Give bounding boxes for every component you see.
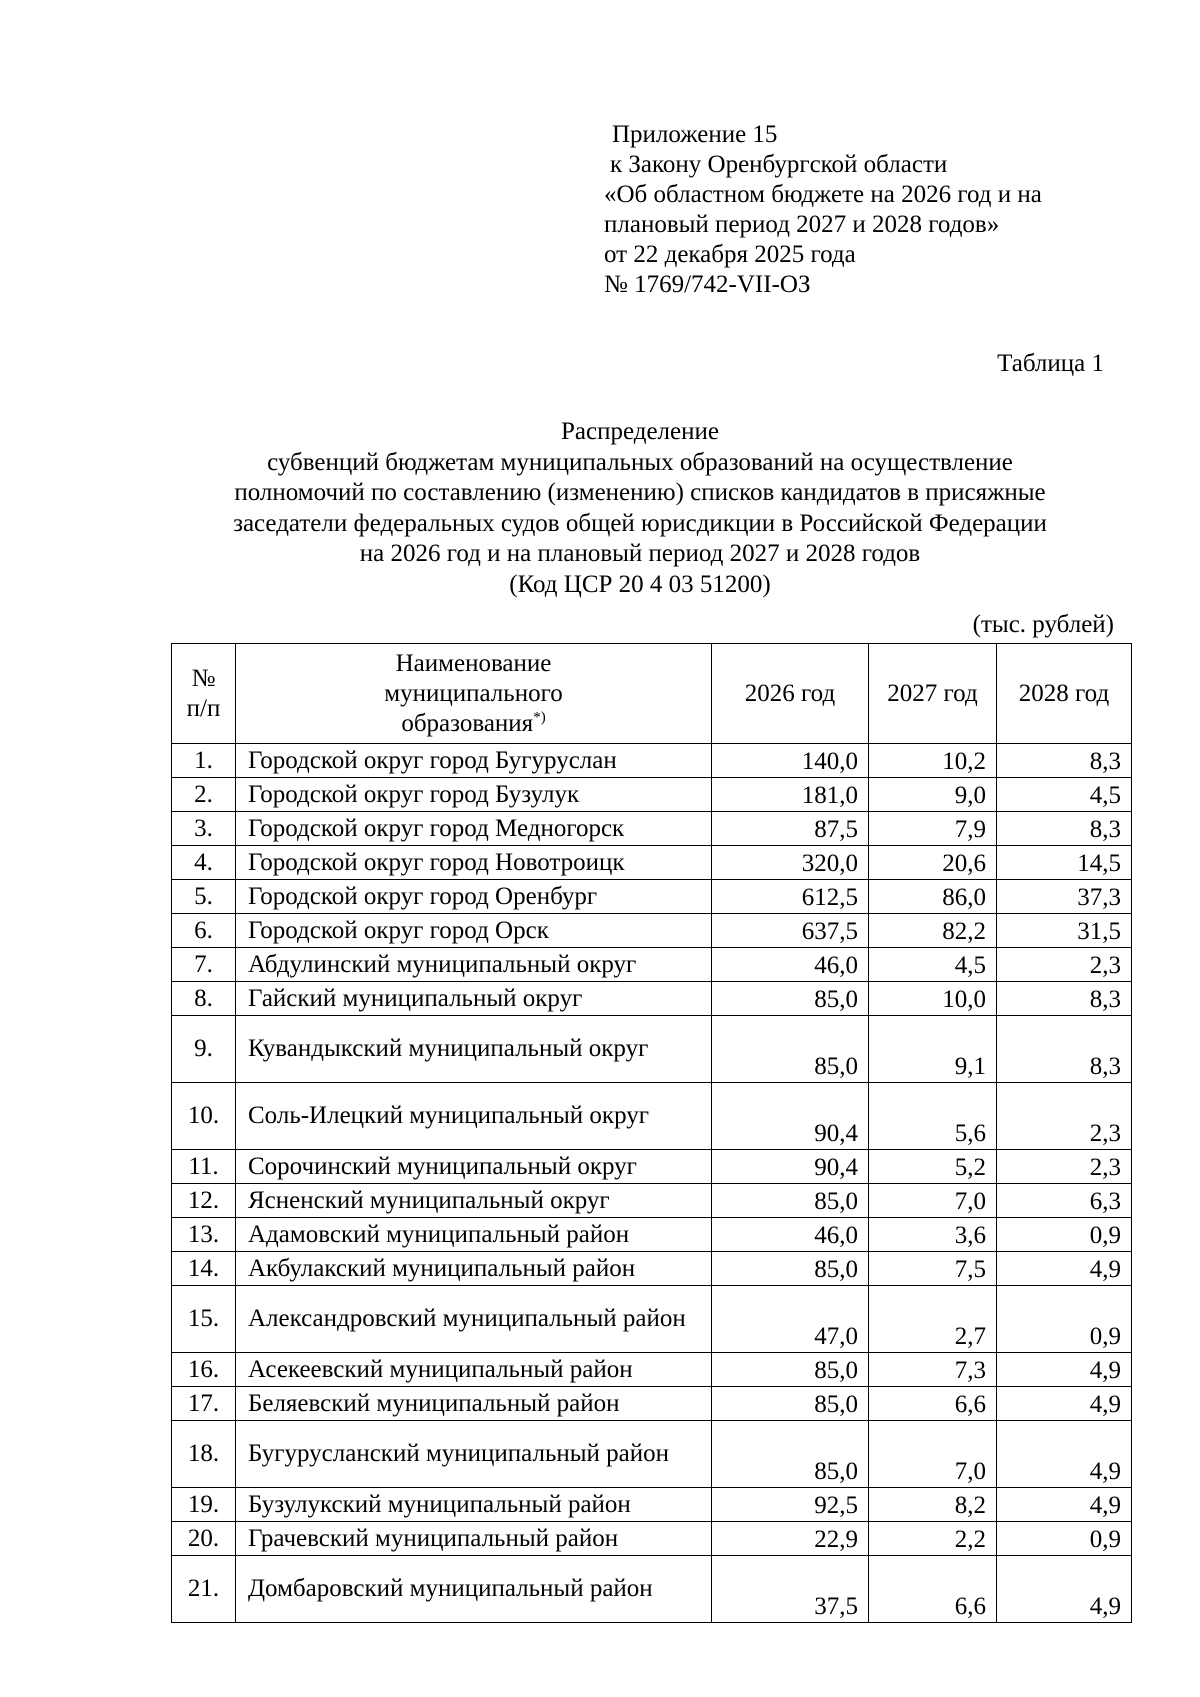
row-number: 19. [172,1488,236,1522]
table-row [172,982,1132,1016]
value-2027: 9,1 [869,1016,997,1083]
municipality-name: Александровский муниципальный район [236,1286,712,1353]
table-row [172,1016,1132,1083]
value-2027: 20,6 [869,846,997,880]
document-heading [150,417,1130,600]
heading-line: заседатели федеральных судов общей юрисдикции в Российской Федерации [233,509,1047,537]
value-2027: 10,0 [869,982,997,1016]
value-2028: 0,9 [997,1522,1132,1556]
table-row [172,948,1132,982]
row-number: 13. [172,1218,236,1252]
table-row [172,1488,1132,1522]
municipality-name: Городской округ город Орск [236,914,712,948]
value-2026: 85,0 [712,1184,869,1218]
value-2026: 92,5 [712,1488,869,1522]
header-2027: 2027 год [869,644,997,744]
heading-line: полномочий по составлению (изменению) списков кандидатов в присяжные [234,479,1046,506]
value-2028: 8,3 [997,1016,1132,1083]
municipality-name: Городской округ город Бугуруслан [236,744,712,778]
municipality-name: Акбулакский муниципальный район [236,1252,712,1286]
municipality-name: Городской округ город Медногорск [236,812,712,846]
municipality-name: Городской округ город Бузулук [236,778,712,812]
row-number: 15. [172,1286,236,1353]
appendix-line: «Об областном бюджете на 2026 год и на [604,181,1042,208]
table-row [172,1387,1132,1421]
table-row [172,1184,1132,1218]
table-row [172,1252,1132,1286]
municipality-name: Адамовский муниципальный район [236,1218,712,1252]
table-row [172,1150,1132,1184]
value-2027: 5,2 [869,1150,997,1184]
municipality-name: Домбаровский муниципальный район [236,1556,712,1623]
header-number: № п/п [172,644,236,744]
units-label: (тыс. рублей) [972,611,1114,638]
value-2026: 90,4 [712,1150,869,1184]
table-row [172,1522,1132,1556]
value-2026: 22,9 [712,1522,869,1556]
heading-line: на 2026 год и на плановый период 2027 и 2028 годов [359,540,921,567]
row-number: 18. [172,1421,236,1488]
value-2028: 4,9 [997,1252,1132,1286]
row-number: 6. [172,914,236,948]
row-number: 5. [172,880,236,914]
value-2027: 3,6 [869,1218,997,1252]
value-2028: 8,3 [997,812,1132,846]
table-row [172,1286,1132,1353]
municipality-name: Городской округ город Оренбург [236,880,712,914]
value-2028: 4,9 [997,1421,1132,1488]
value-2027: 10,2 [869,744,997,778]
municipality-name: Беляевский муниципальный район [236,1387,712,1421]
municipality-name: Асекеевский муниципальный район [236,1353,712,1387]
value-2028: 31,5 [997,914,1132,948]
value-2028: 0,9 [997,1286,1132,1353]
footnote-marker: *) [533,709,546,726]
value-2026: 320,0 [712,846,869,880]
row-number: 8. [172,982,236,1016]
value-2027: 9,0 [869,778,997,812]
row-number: 17. [172,1387,236,1421]
value-2028: 37,3 [997,880,1132,914]
municipality-name: Сорочинский муниципальный округ [236,1150,712,1184]
value-2027: 82,2 [869,914,997,948]
appendix-line: от 22 декабря 2025 года [604,241,856,268]
municipality-name: Грачевский муниципальный район [236,1522,712,1556]
table-row [172,744,1132,778]
value-2027: 2,2 [869,1522,997,1556]
table-body [172,744,1132,1623]
header-2026: 2026 год [712,644,869,744]
municipality-name: Бугурусланский муниципальный район [236,1421,712,1488]
row-number: 11. [172,1150,236,1184]
appendix-line: Приложение 15 [612,121,778,148]
value-2027: 7,3 [869,1353,997,1387]
appendix-line: к Закону Оренбургской области [610,151,948,178]
value-2026: 85,0 [712,1387,869,1421]
table-row [172,1556,1132,1623]
row-number: 1. [172,744,236,778]
municipality-name: Бузулукский муниципальный район [236,1488,712,1522]
row-number: 21. [172,1556,236,1623]
municipality-name: Городской округ город Новотроицк [236,846,712,880]
value-2028: 14,5 [997,846,1132,880]
value-2026: 46,0 [712,1218,869,1252]
municipality-name: Ясненский муниципальный округ [236,1184,712,1218]
value-2028: 2,3 [997,1083,1132,1150]
row-number: 12. [172,1184,236,1218]
value-2026: 85,0 [712,1421,869,1488]
table-label: Таблица 1 [997,350,1104,377]
value-2026: 87,5 [712,812,869,846]
municipality-name: Кувандыкский муниципальный округ [236,1016,712,1083]
row-number: 3. [172,812,236,846]
value-2027: 86,0 [869,880,997,914]
value-2027: 5,6 [869,1083,997,1150]
row-number: 2. [172,778,236,812]
value-2026: 47,0 [712,1286,869,1353]
subvention-table [171,643,1132,1623]
municipality-name: Соль-Илецкий муниципальный округ [236,1083,712,1150]
value-2027: 7,9 [869,812,997,846]
row-number: 7. [172,948,236,982]
table-row [172,914,1132,948]
row-number: 9. [172,1016,236,1083]
row-number: 10. [172,1083,236,1150]
value-2028: 4,9 [997,1488,1132,1522]
municipality-name: Гайский муниципальный округ [236,982,712,1016]
value-2026: 85,0 [712,982,869,1016]
appendix-block [604,120,1124,300]
table-row [172,1353,1132,1387]
table-row [172,846,1132,880]
value-2026: 37,5 [712,1556,869,1623]
value-2027: 7,5 [869,1252,997,1286]
value-2028: 0,9 [997,1218,1132,1252]
value-2028: 2,3 [997,1150,1132,1184]
table-header-row [172,644,1132,744]
value-2026: 85,0 [712,1016,869,1083]
heading-line: (Код ЦСР 20 4 03 51200) [509,570,771,598]
value-2026: 90,4 [712,1083,869,1150]
row-number: 20. [172,1522,236,1556]
value-2027: 2,7 [869,1286,997,1353]
appendix-line: плановый период 2027 и 2028 годов» [604,211,1000,238]
value-2027: 8,2 [869,1488,997,1522]
row-number: 16. [172,1353,236,1387]
value-2028: 2,3 [997,948,1132,982]
value-2027: 6,6 [869,1556,997,1623]
value-2026: 46,0 [712,948,869,982]
table-row [172,1421,1132,1488]
row-number: 4. [172,846,236,880]
table-row [172,778,1132,812]
value-2028: 4,9 [997,1556,1132,1623]
table-row [172,1218,1132,1252]
value-2026: 85,0 [712,1353,869,1387]
heading-line: Распределение [561,418,719,445]
municipality-name: Абдулинский муниципальный округ [236,948,712,982]
value-2028: 4,9 [997,1353,1132,1387]
row-number: 14. [172,1252,236,1286]
value-2028: 6,3 [997,1184,1132,1218]
value-2026: 637,5 [712,914,869,948]
value-2027: 4,5 [869,948,997,982]
value-2028: 4,5 [997,778,1132,812]
value-2028: 8,3 [997,982,1132,1016]
header-2028: 2028 год [997,644,1132,744]
value-2027: 7,0 [869,1184,997,1218]
value-2026: 140,0 [712,744,869,778]
value-2026: 612,5 [712,880,869,914]
value-2026: 85,0 [712,1252,869,1286]
header-name: Наименование муниципального образования*) [236,644,712,744]
table-row [172,1083,1132,1150]
value-2026: 181,0 [712,778,869,812]
value-2027: 6,6 [869,1387,997,1421]
value-2028: 4,9 [997,1387,1132,1421]
value-2027: 7,0 [869,1421,997,1488]
table-row [172,812,1132,846]
appendix-line: № 1769/742-VII-ОЗ [604,271,811,298]
value-2028: 8,3 [997,744,1132,778]
heading-line: субвенций бюджетам муниципальных образований на осуществление [267,448,1013,476]
table-row [172,880,1132,914]
